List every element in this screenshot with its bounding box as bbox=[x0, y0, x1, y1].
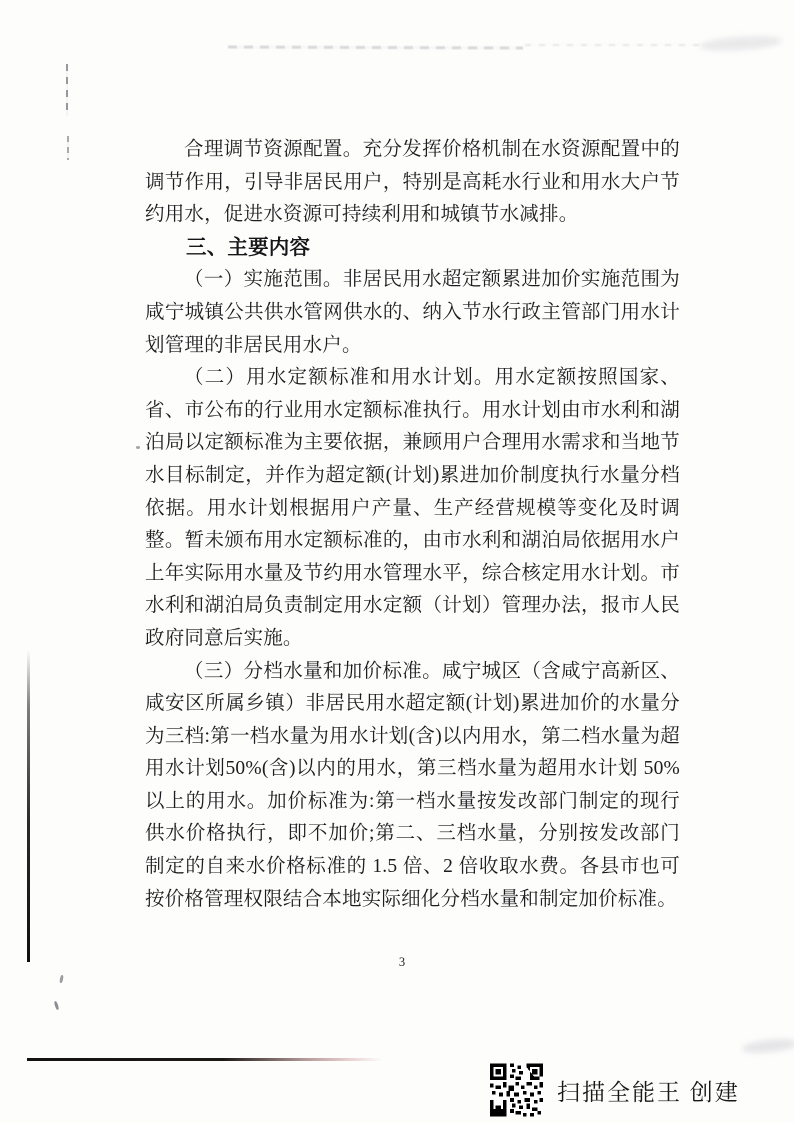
page-edge-left-line bbox=[27, 650, 30, 962]
document-body bbox=[145, 134, 680, 916]
watermark-label: 扫描全能王 创建 bbox=[557, 1079, 740, 1105]
scan-artifact-left-tick-1 bbox=[66, 64, 68, 116]
paragraph-tier-volumes-and-pricing: （三）分档水量和加价标准。咸宁城区（含咸宁高新区、咸安区所属乡镇）非居民用水超定额(计划)累进加价的水量分为三档:第一档水量为用水计划(含)以内用水，第二档水量为超用水计划50%(含)以内的用水，第三档水量为超用水计划 50%以上的用水。加价标准为:第一档水量按发改部门制定的现行供水价格执行，即不加价;第二、三档水量，分别按发改部门制定的自来水价格标准的 1.5 倍、2 倍收取水费。各县市也可按价格管理权限结合本地实际细化分档水量和制定加价标准。 bbox=[145, 660, 680, 910]
scan-artifact-bottom-right-smudge bbox=[742, 1037, 794, 1055]
paragraph-water-allocation: 合理调节资源配置。充分发挥价格机制在水资源配置中的调节作用，引导非居民用户，特别是高耗水行业和用水大户节约用水，促进水资源可持续利用和城镇节水减排。 bbox=[145, 139, 680, 226]
scan-artifact-left-tick-2 bbox=[67, 136, 69, 160]
qr-code-icon bbox=[490, 1063, 543, 1117]
paragraph-implementation-scope: （一）实施范围。非居民用水超定额累进加价实施范围为咸宁城镇公共供水管网供水的、纳入节水行政主管部门用水计划管理的非居民用水户。 bbox=[145, 269, 680, 356]
scan-artifact-dot bbox=[136, 446, 140, 449]
scan-artifact-speck-1 bbox=[59, 975, 64, 983]
scan-artifact-top-line-2 bbox=[525, 44, 705, 46]
scan-artifact-top-line bbox=[228, 45, 523, 49]
scan-artifact-speck-2 bbox=[54, 1001, 60, 1010]
paragraph-quota-standards-and-plan: （二）用水定额标准和用水计划。用水定额按照国家、省、市公布的行业用水定额标准执行。用水计划由市水利和湖泊局以定额标准为主要依据，兼顾用户合理用水需求和当地节水目标制定，并作为超定额(计划)累进加价制度执行水量分档依据。用水计划根据用户产量、生产经营规模等变化及时调整。暂未颁布用水定额标准的，由市水利和湖泊局依据用水户上年实际用水量及节约用水管理水平，综合核定用水计划。市水利和湖泊局负责制定用水定额（计划）管理办法，报市人民政府同意后实施。 bbox=[145, 367, 680, 649]
scanner-watermark bbox=[490, 1063, 740, 1117]
page-number: 3 bbox=[398, 955, 406, 969]
section-heading-main-content: 三、主要内容 bbox=[186, 235, 311, 259]
page-edge-bottom-line bbox=[27, 1058, 383, 1061]
scan-artifact-top-right-smudge bbox=[700, 34, 783, 53]
